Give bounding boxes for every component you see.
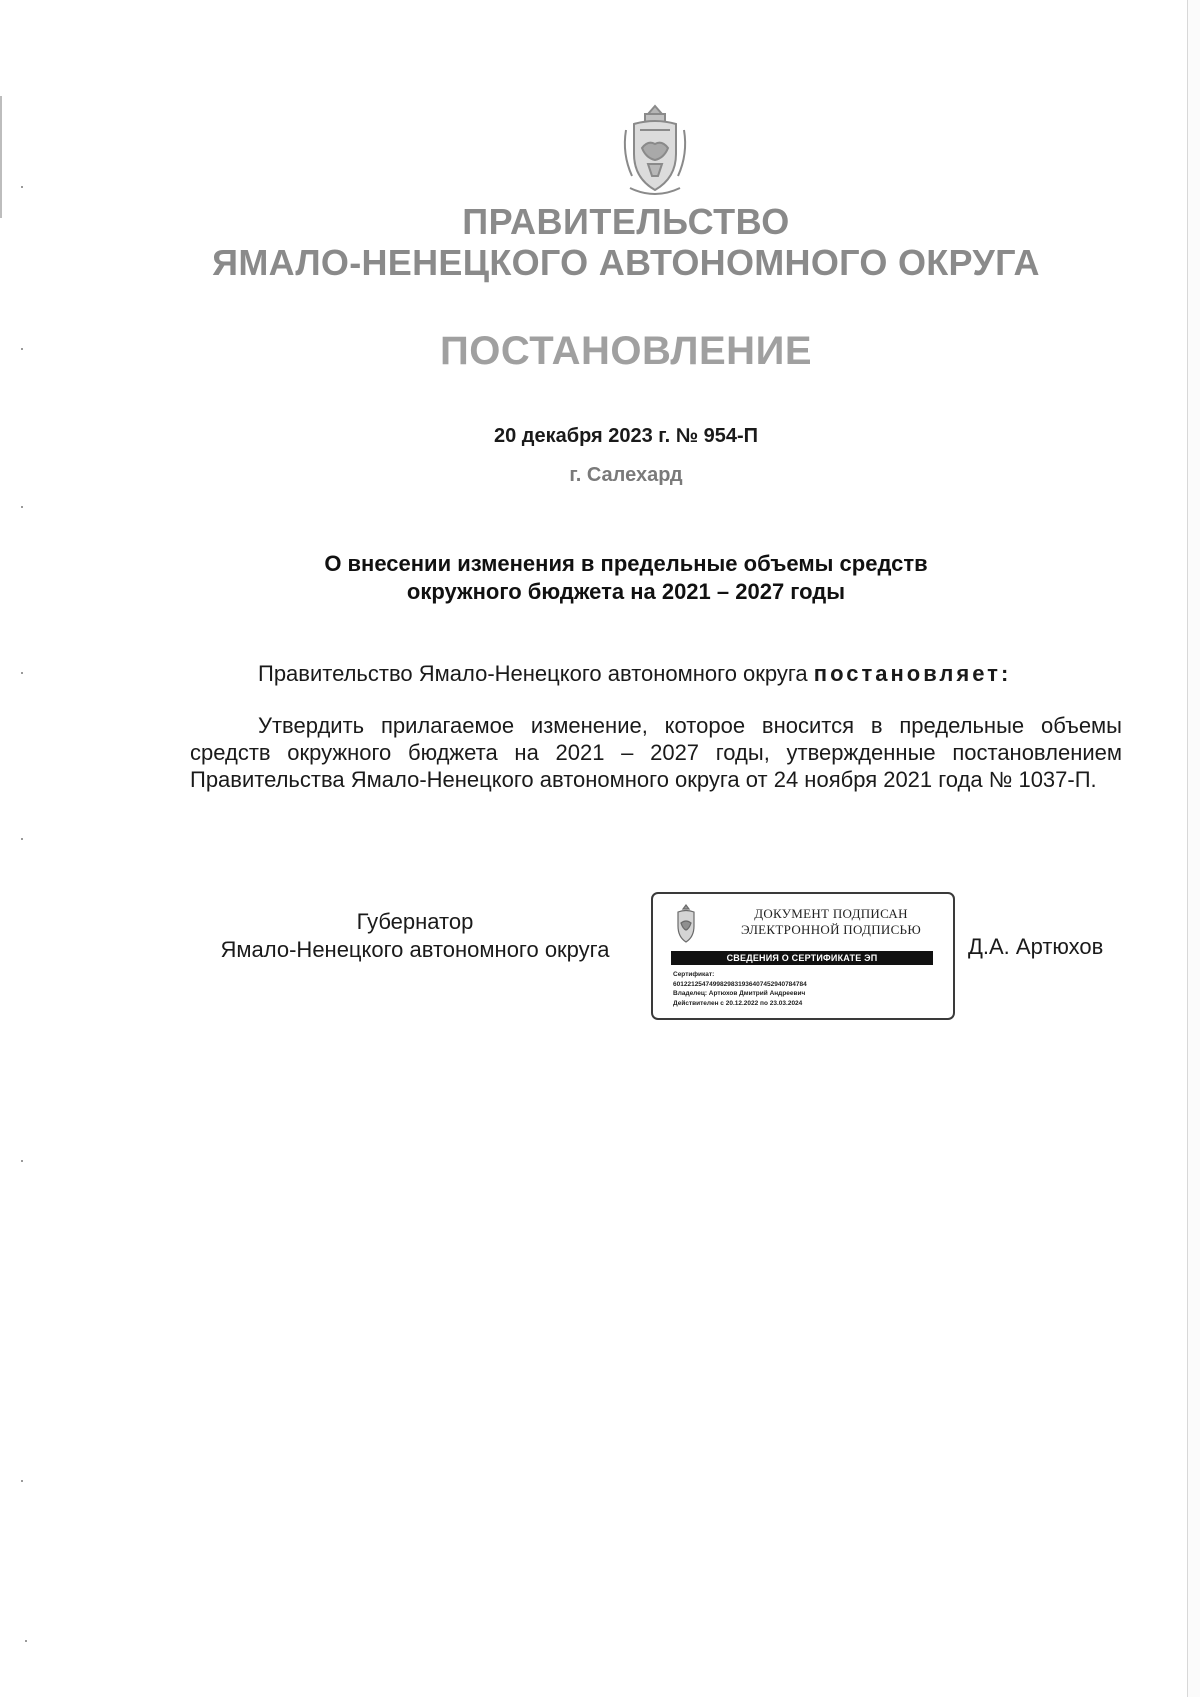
certificate-owner: Владелец: Артюхов Дмитрий Андреевич (673, 990, 806, 997)
subject-line: О внесении изменения в предельные объемы средств (324, 551, 928, 576)
preamble-text: Правительство Ямало-Ненецкого автономного округа (258, 661, 814, 686)
signatory-title-line: Губернатор (356, 909, 474, 934)
electronic-signature-stamp (651, 892, 955, 1020)
scan-speck (21, 672, 23, 674)
signatory-title (190, 908, 640, 964)
stamp-title-line: ЭЛЕКТРОННОЙ ПОДПИСЬЮ (741, 922, 921, 937)
scan-speck (21, 186, 23, 188)
stamp-title-line: ДОКУМЕНТ ПОДПИСАН (754, 906, 908, 921)
resolution-paragraph: Утвердить прилагаемое изменение, которое вносится в предельные объемы средств окружного бюджета на 2021 – 2027 годы, утвержденные постановлением Правительства Ямало-Ненецкого автономного округа от 24 ноября 2021 года № 1037-П. (190, 713, 1122, 792)
scan-margin-mark (0, 96, 2, 218)
city: г. Салехард (569, 464, 683, 486)
scan-speck (21, 838, 23, 840)
subject-line: окружного бюджета на 2021 – 2027 годы (406, 579, 846, 604)
certificate-details (673, 970, 949, 1008)
stamp-title (713, 906, 949, 938)
preamble-emphasis: постановляет: (813, 661, 1012, 686)
signatory-title-line: Ямало-Ненецкого автономного округа (220, 937, 610, 962)
coat-of-arms-icon (673, 904, 699, 944)
scan-speck (21, 1160, 23, 1162)
scan-speck (21, 506, 23, 508)
scan-speck (21, 1480, 23, 1482)
date-number: 20 декабря 2023 г. № 954-П (493, 425, 759, 447)
document-subject (0, 550, 1200, 606)
signatory-name: Д.А. Артюхов (968, 934, 1104, 959)
document-type: ПОСТАНОВЛЕНИЕ (439, 329, 812, 373)
coat-of-arms-icon (618, 104, 692, 200)
certificate-validity: Действителен с 20.12.2022 по 23.03.2024 (673, 999, 803, 1007)
certificate-label: Сертификат: (673, 971, 715, 978)
scan-speck (25, 1640, 27, 1642)
region-title: ЯМАЛО-НЕНЕЦКОГО АВТОНОМНОГО ОКРУГА (212, 242, 1040, 283)
preamble (190, 660, 1122, 687)
certificate-number: 6012212547499829831936407452940784784 (673, 980, 807, 988)
government-title: ПРАВИТЕЛЬСТВО (462, 201, 790, 242)
certificate-info-bar: СВЕДЕНИЯ О СЕРТИФИКАТЕ ЭП (671, 951, 933, 965)
